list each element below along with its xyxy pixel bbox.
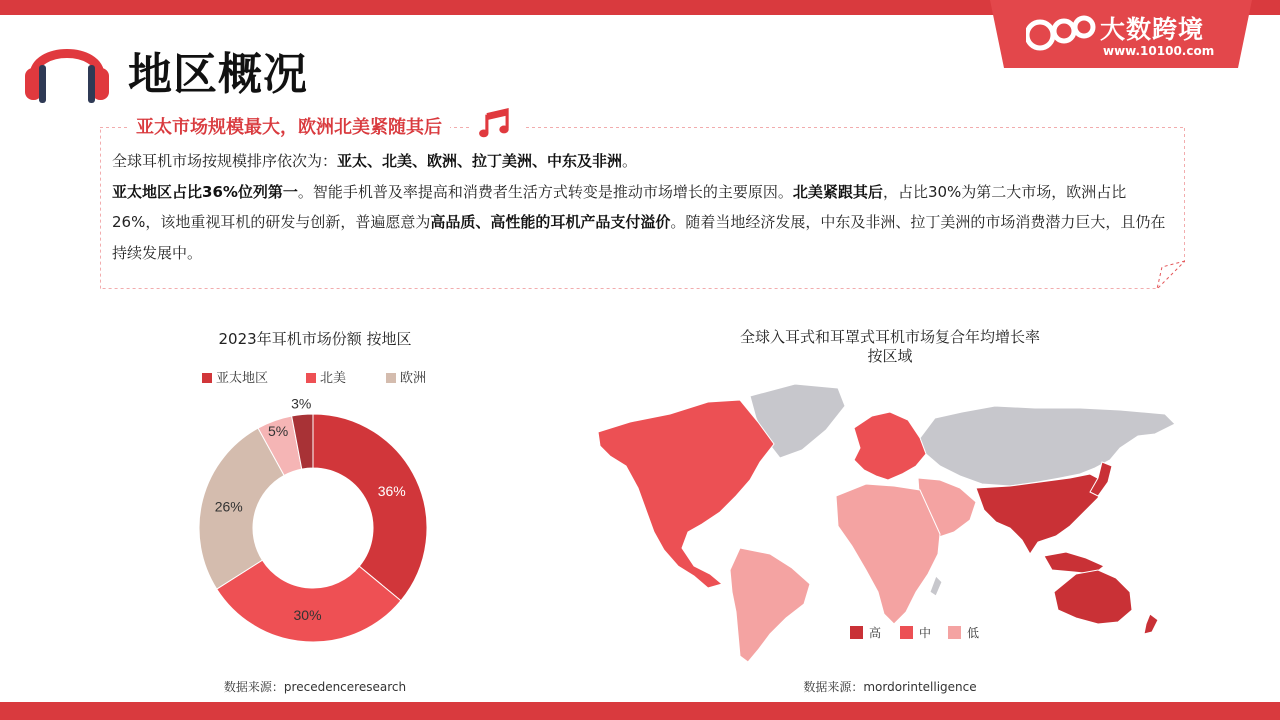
summary-bold-run: 北美紧跟其后 bbox=[792, 182, 883, 201]
legend-label: 欧洲 bbox=[400, 371, 427, 386]
donut-data-label: 36% bbox=[377, 482, 406, 499]
map-region-russia bbox=[920, 406, 1175, 486]
legend-item-asia-pacific bbox=[202, 367, 268, 386]
legend-label: 高 bbox=[869, 626, 882, 640]
donut-data-label: 26% bbox=[214, 498, 243, 515]
legend-swatch bbox=[948, 626, 961, 639]
summary-text-run: 。智能手机普及率提高和消费者生活方式转变是推动市场增长的主要原因。 bbox=[297, 182, 793, 201]
donut-chart-source: 数据来源：precedenceresearch bbox=[223, 680, 407, 694]
map-region-south-america bbox=[730, 548, 810, 662]
legend-swatch bbox=[306, 373, 316, 383]
legend-label: 中 bbox=[919, 626, 932, 640]
brand-logo-mark-icon bbox=[1026, 9, 1098, 57]
legend-label: 亚太地区 bbox=[216, 371, 269, 386]
map-title-line-2: 按区域 bbox=[867, 347, 913, 365]
map-region-australia bbox=[1054, 570, 1132, 624]
legend-label: 北美 bbox=[320, 371, 347, 386]
legend-item-north-america bbox=[306, 367, 346, 386]
summary-text-run: 全球耳机市场按规模排序依次为： bbox=[112, 152, 338, 170]
brand-url: www.10100.com bbox=[1103, 44, 1215, 58]
summary-text-run: 。随着当地经济发展，中东及非洲、拉丁美洲的市场消费潜力巨大，且仍在持续发展中。 bbox=[112, 213, 1166, 262]
donut-chart-title: 2023年耳机市场份额 按地区 bbox=[218, 330, 412, 348]
bottom-accent-bar bbox=[0, 702, 1280, 720]
donut-data-label: 3% bbox=[291, 395, 312, 412]
donut-data-label: 30% bbox=[293, 606, 322, 623]
donut-slice bbox=[313, 414, 427, 601]
donut-data-label: 5% bbox=[267, 423, 289, 440]
map-legend-item-high bbox=[850, 624, 881, 641]
legend-swatch bbox=[900, 626, 913, 639]
map-title bbox=[690, 328, 1090, 366]
summary-heading: 亚太市场规模最大，欧洲北美紧随其后 bbox=[128, 113, 450, 139]
summary-text bbox=[112, 146, 1174, 268]
summary-paragraph-2 bbox=[112, 177, 1174, 269]
headphones-icon bbox=[22, 28, 112, 106]
legend-swatch bbox=[850, 626, 863, 639]
summary-text-run: ，占比30%为第二大市场，欧洲占比26%，该地重视耳机的研发与创新，普遍愿意为 bbox=[112, 182, 1127, 231]
summary-bold-run: 高品质、高性能的耳机产品支付溢价 bbox=[430, 213, 671, 231]
summary-line-1 bbox=[112, 146, 1174, 177]
map-legend-item-medium bbox=[900, 624, 931, 641]
map-title-line-1: 全球入耳式和耳罩式耳机市场复合年均增长率 bbox=[739, 328, 1040, 346]
page-title: 地区概况 bbox=[128, 49, 308, 100]
map-source: 数据来源：mordorintelligence bbox=[803, 680, 977, 694]
legend-label: 低 bbox=[967, 626, 980, 640]
map-region-africa bbox=[836, 484, 940, 624]
map-region-new-zealand bbox=[1144, 614, 1158, 634]
summary-bold-run: 亚太、北美、欧洲、拉丁美洲、中东及非洲 bbox=[337, 152, 623, 170]
legend-item-europe bbox=[386, 367, 426, 386]
brand-name: 大数跨境 bbox=[1100, 15, 1205, 44]
legend-swatch bbox=[202, 373, 212, 383]
donut-chart bbox=[150, 390, 480, 650]
map-region-madagascar bbox=[930, 576, 942, 596]
map-region-europe bbox=[854, 412, 926, 480]
summary-bold-run: 亚太地区占比36%位列第一 bbox=[112, 182, 298, 201]
map-legend-item-low bbox=[948, 624, 979, 641]
map-legend bbox=[850, 624, 990, 640]
music-note-icon bbox=[470, 104, 524, 144]
summary-text-run: 。 bbox=[622, 152, 638, 170]
legend-swatch bbox=[386, 373, 396, 383]
map-region-asia-pacific bbox=[976, 474, 1105, 554]
